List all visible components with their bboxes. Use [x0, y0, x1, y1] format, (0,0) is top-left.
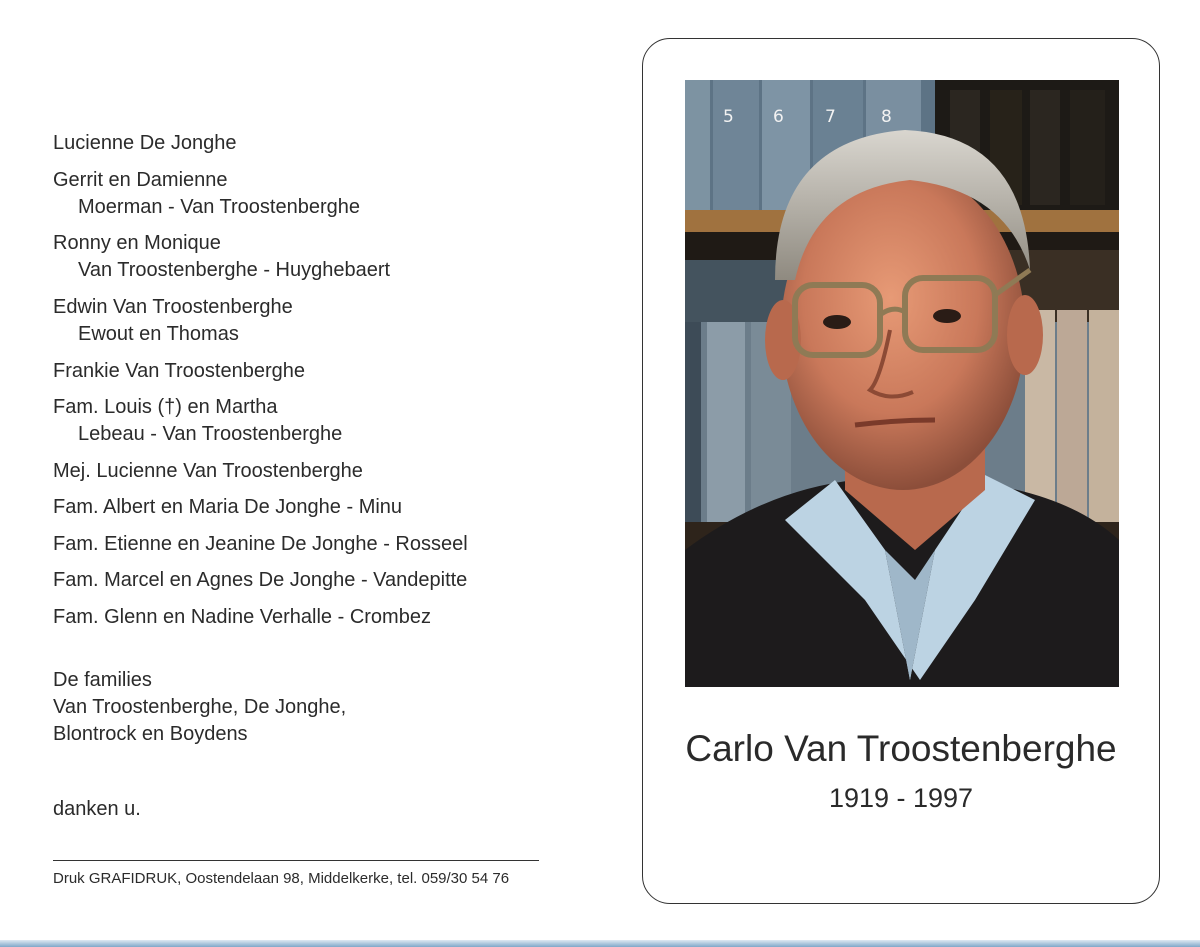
family-entry: Edwin Van Troostenberghe Ewout en Thomas: [53, 296, 293, 345]
volume-number: 8: [881, 107, 892, 127]
volume-number: 7: [825, 107, 836, 127]
family-entry: Frankie Van Troostenberghe: [53, 360, 306, 382]
volume-number: 5: [723, 107, 734, 127]
family-entry: Fam. Marcel en Agnes De Jonghe - Vandepitte: [53, 569, 468, 591]
life-years: 1919 - 1997: [828, 783, 974, 813]
family-entry: Fam. Etienne en Jeanine De Jonghe - Rosseel: [53, 533, 468, 555]
printer-credit: Druk GRAFIDRUK, Oostendelaan 98, Middelkerke, tel. 059/30 54 76: [53, 870, 510, 887]
family-entry: Gerrit en Damienne Moerman - Van Troostenberghe: [53, 169, 361, 218]
families-closing: De families Van Troostenberghe, De Jonghe, Blontrock en Boydens: [53, 669, 347, 745]
family-entry: Lucienne De Jonghe: [53, 132, 237, 154]
family-entry: Mej. Lucienne Van Troostenberghe: [53, 460, 363, 482]
family-entry: Fam. Glenn en Nadine Verhalle - Crombez: [53, 606, 431, 628]
thanks-text: danken u.: [53, 798, 141, 820]
family-entry: Fam. Louis (†) en Martha Lebeau - Van Troostenberghe: [53, 396, 343, 445]
bottom-edge: [0, 940, 1200, 947]
family-entry: Ronny en Monique Van Troostenberghe - Huyghebaert: [53, 232, 391, 281]
family-entry: Fam. Albert en Maria De Jonghe - Minu: [53, 496, 403, 518]
portrait-photo: [685, 80, 1119, 687]
divider: [53, 860, 539, 861]
volume-number: 6: [773, 107, 784, 127]
deceased-name: Carlo Van Troostenberghe: [685, 728, 1117, 769]
